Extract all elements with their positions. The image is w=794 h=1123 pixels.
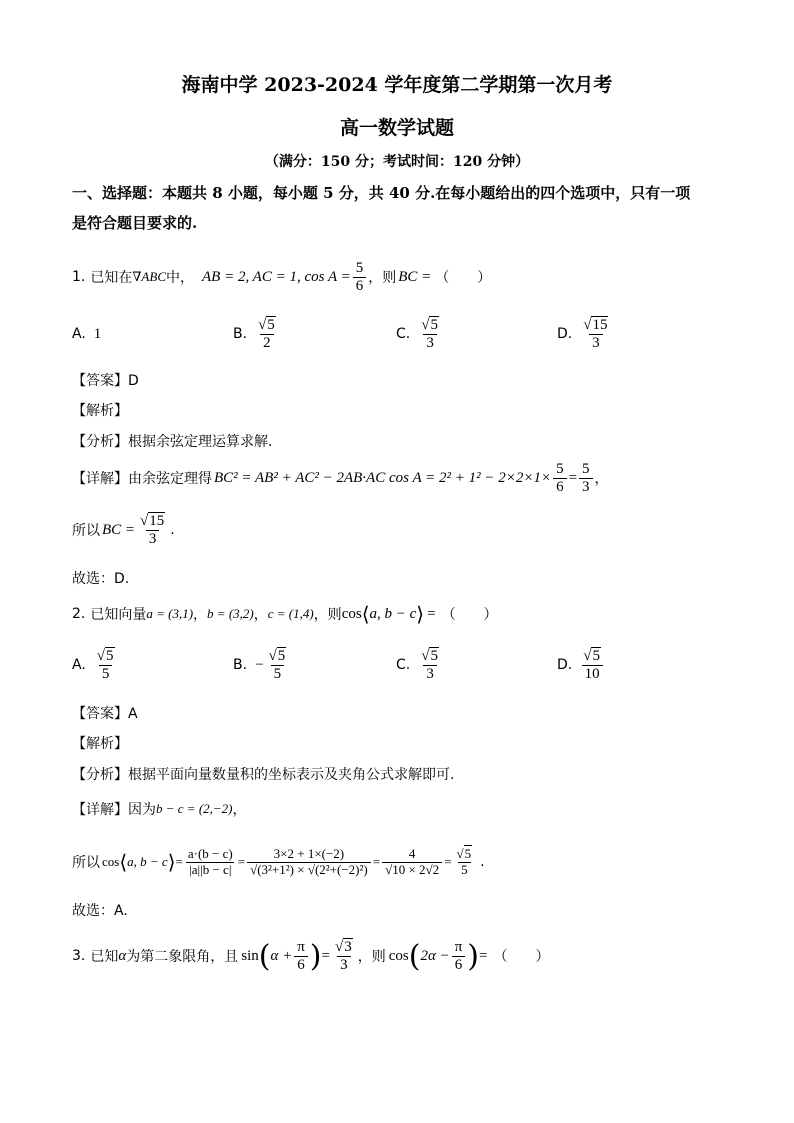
q2-analysis-tag: 【解析】 — [72, 736, 128, 752]
q1-fenxi: 【分析】根据余弦定理运算求解. — [72, 434, 273, 450]
section-heading-line2: 是符合题目要求的. — [72, 214, 198, 232]
q2-option-a[interactable]: A. $\frac{√5}{5}$ — [72, 648, 114, 682]
q2-conclusion: 所以 cos ⟨ a, b − c ⟩ = $\frac{a\cdot(b - c)}{|a||b - c|}$ = $\frac{3\times 2 + 1\times(-2)}{\text{√(3²+1²) × √(2²+(−2)²)}}$ = $\frac{4}{√10 \times 2√2}$ = $\frac{√5}{5}$ . — [72, 846, 485, 877]
exam-subject: 高一数学试题 — [339, 117, 454, 139]
q1-option-a[interactable]: A. 1 — [72, 325, 102, 342]
q1-given: AB = 2, AC = 1, cos A = — [202, 268, 351, 285]
q1-option-b[interactable]: B. $\frac{√5}{2}$ — [233, 317, 275, 351]
q2-answer: 【答案】A — [72, 706, 138, 722]
q1-number: 1. — [72, 269, 86, 285]
exam-info: （满分：150 分；考试时间：120 分钟） — [264, 154, 530, 170]
q2-option-b[interactable]: B. − $\frac{√5}{5}$ — [233, 648, 286, 682]
q2-fenxi: 【分析】根据平面向量数量积的坐标表示及夹角公式求解即可. — [72, 767, 455, 783]
q1-conclusion: 所以 BC = $\frac{√15}{3}$ . — [72, 513, 175, 547]
section-heading-line1: 一、选择题：本题共 8 小题，每小题 5 分，共 40 分.在每小题给出的四个选项中，只有一项 — [72, 184, 691, 202]
q1-choose: 故选：D. — [72, 571, 130, 587]
q1-triangle: ∇ABC — [132, 269, 166, 284]
q1-option-c[interactable]: C. $\frac{√5}{3}$ — [396, 317, 438, 351]
exam-title: 海南中学 2023-2024 学年度第二学期第一次月考 — [181, 74, 613, 96]
q2-vector-c: c = (1,4) — [267, 606, 314, 621]
q1-option-d[interactable]: D. $\frac{√15}{3}$ — [557, 317, 608, 351]
q2-option-d[interactable]: D. $\frac{√5}{10}$ — [557, 643, 606, 687]
q2-vector-b: b = (3,2) — [207, 606, 254, 621]
q2-vector-a: a = (3,1) — [146, 606, 194, 621]
q1-cos-fraction: $\frac{5}{6}$ — [353, 260, 367, 294]
question-2: 2. 已知向量 a = (3,1) ， b = (3,2) ， c = (1,4) ，则 cos ⟨ a, b − c ⟩ = （ ） — [72, 603, 498, 626]
q1-ask: BC = — [398, 268, 432, 285]
q1-suffix: ，则 — [368, 270, 397, 286]
q2-option-c[interactable]: C. $\frac{√5}{3}$ — [396, 648, 438, 682]
q2-choose: 故选：A. — [72, 903, 128, 919]
q3-number: 3. — [72, 948, 86, 964]
q1-paren: （ ） — [435, 270, 492, 286]
q1-answer: 【答案】D — [72, 373, 139, 389]
q1-mid: 中， — [166, 270, 194, 286]
q2-detail: 【详解】 因为 b − c = (2,−2) ， — [72, 801, 247, 818]
q2-prefix: 已知向量 — [90, 607, 147, 623]
question-3: 3. 已知 α 为第二象限角，且 sin ( α + $\frac{\pi}{6}$ ) = $\frac{√3}{3}$ ，则 cos ( 2α − $\frac{\pi}{6}$ ) = （ ） — [72, 938, 550, 974]
question-1 — [72, 252, 491, 302]
q1-analysis-tag: 【解析】 — [72, 403, 128, 419]
q1-detail: 【详解】 由余弦定理得 BC² = AB² + AC² − 2AB·AC cos A = 2² + 1² − 2×2×1× $\frac{5}{6}$ = $\frac{5}{3}$ ， — [72, 461, 609, 495]
q2-number: 2. — [72, 606, 86, 622]
q1-prefix: 已知在 — [90, 270, 133, 286]
